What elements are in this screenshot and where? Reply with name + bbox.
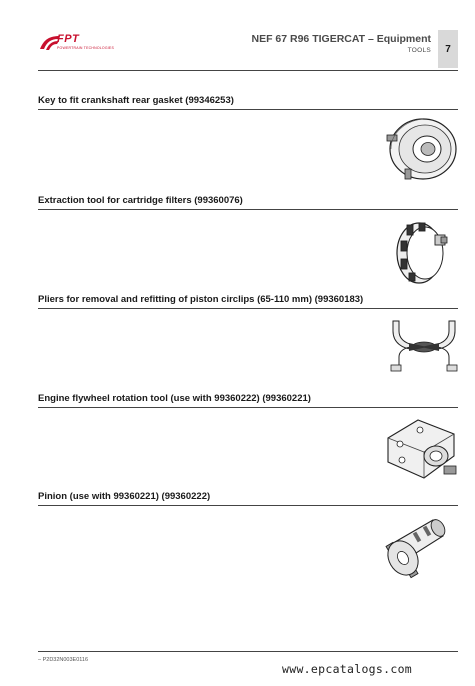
- tool-title-pinion: Pinion (use with 99360221) (99360222): [38, 491, 211, 502]
- brand-subtitle: POWERTRAIN TECHNOLOGIES: [57, 46, 114, 50]
- tool-divider: [38, 505, 458, 506]
- brand-name: FPT: [57, 33, 80, 45]
- tool-divider: [38, 407, 458, 408]
- tool-divider: [38, 308, 458, 309]
- section-label: TOOLS: [407, 47, 431, 54]
- flywheel-tool-icon: [382, 412, 460, 484]
- filter-wrench-icon: [385, 213, 459, 287]
- tool-title-circlip-pliers: Pliers for removal and refitting of piston circlips (65-110 mm) (99360183): [38, 294, 364, 305]
- tool-divider: [38, 209, 458, 210]
- footer-divider: [38, 651, 458, 652]
- document-title: NEF 67 R96 TIGERCAT – Equipment: [251, 33, 431, 45]
- pinion-icon: [381, 512, 461, 584]
- circlip-pliers-icon: [383, 317, 461, 375]
- tool-title-filter-wrench: Extraction tool for cartridge filters (99360076): [38, 195, 243, 206]
- tool-divider: [38, 109, 458, 110]
- header-divider: [38, 70, 458, 71]
- document-code: – P2D32N003E0116: [38, 657, 89, 663]
- watermark-link[interactable]: www.epcatalogs.com: [282, 662, 413, 676]
- page-number-tab: 7: [438, 30, 458, 68]
- gasket-key-icon: [381, 115, 459, 185]
- tool-title-flywheel-tool: Engine flywheel rotation tool (use with 99360222) (99360221): [38, 393, 311, 404]
- tool-title-gasket-key: Key to fit crankshaft rear gasket (99346253): [38, 95, 234, 106]
